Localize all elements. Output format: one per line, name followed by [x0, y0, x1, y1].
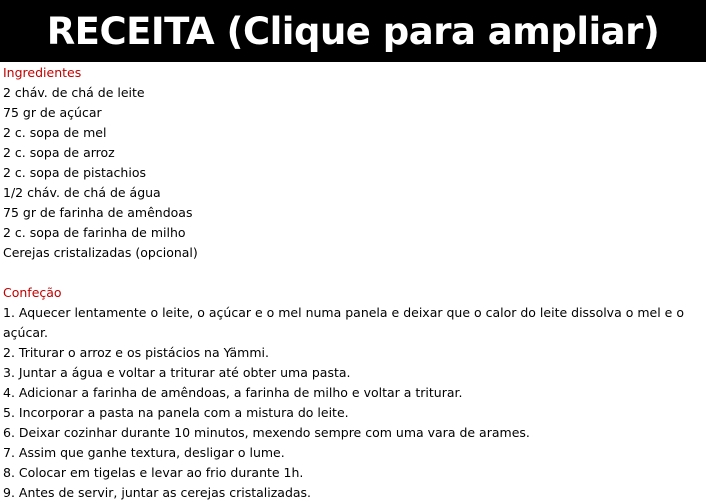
- preparation-step: 5. Incorporar a pasta na panela com a mistura do leite.: [3, 405, 349, 420]
- recipe-banner[interactable]: [0, 0, 706, 62]
- preparation-step: 8. Colocar em tigelas e levar ao frio durante 1h.: [3, 465, 304, 480]
- banner-title[interactable]: RECEITA (Clique para ampliar): [46, 9, 660, 53]
- ingredients-title: Ingredientes: [3, 65, 82, 80]
- preparation-step: 3. Juntar a água e voltar a triturar até obter uma pasta.: [3, 365, 351, 380]
- ingredient-item: 2 c. sopa de arroz: [3, 145, 115, 160]
- recipe-content: [3, 63, 703, 503]
- preparation-title: Confeção: [3, 285, 62, 300]
- section-spacer: [3, 263, 703, 283]
- ingredient-item: 75 gr de açúcar: [3, 105, 102, 120]
- ingredient-item: 2 c. sopa de farinha de milho: [3, 225, 186, 240]
- ingredient-item: 2 c. sopa de pistachios: [3, 165, 146, 180]
- preparation-step: 4. Adicionar a farinha de amêndoas, a farinha de milho e voltar a triturar.: [3, 385, 463, 400]
- preparation-step: 9. Antes de servir, juntar as cerejas cristalizadas.: [3, 485, 312, 500]
- preparation-step: 2. Triturar o arroz e os pistácios na Yämmi.: [3, 345, 269, 360]
- ingredient-item: 2 cháv. de chá de leite: [3, 85, 145, 100]
- preparation-step: 7. Assim que ganhe textura, desligar o lume.: [3, 445, 285, 460]
- ingredient-item: 1/2 cháv. de chá de água: [3, 185, 161, 200]
- preparation-step: 6. Deixar cozinhar durante 10 minutos, mexendo sempre com uma vara de arames.: [3, 425, 530, 440]
- ingredient-item: 75 gr de farinha de amêndoas: [3, 205, 193, 220]
- preparation-step: 1. Aquecer lentamente o leite, o açúcar e o mel numa panela e deixar que o calor do leite dissolva o mel e o açúcar.: [3, 305, 684, 340]
- ingredient-item: Cerejas cristalizadas (opcional): [3, 245, 198, 260]
- ingredient-item: 2 c. sopa de mel: [3, 125, 107, 140]
